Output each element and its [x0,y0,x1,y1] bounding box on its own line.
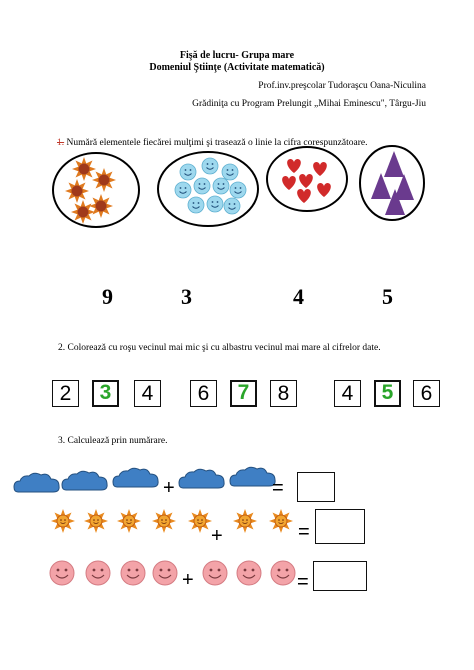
sun-icon [51,509,75,533]
heart-icon [282,176,296,190]
right-neighbor-box[interactable]: 6 [413,380,440,407]
author-line: Prof.inv.preşcolar Tudoraşcu Oana-Niculina [258,81,426,91]
smiley-face-icon [271,561,295,585]
right-neighbor-box[interactable]: 4 [134,380,161,407]
row-3-faces [50,561,295,585]
sun-icon [233,509,257,533]
cloud-icon [230,467,275,486]
smiley-icon [175,182,191,198]
smiley-icon [194,178,210,194]
smiley-icon [224,198,240,214]
heart-icon [317,183,331,197]
equals-sign: = [297,571,309,593]
sun-icon [71,200,95,224]
sun-icon [269,509,293,533]
number-option: 3 [181,284,192,309]
school-line: Grădiniţa cu Program Prelungit „Mihai Eminescu", Târgu-Jiu [192,99,426,109]
number-option: 4 [293,284,304,309]
smiley-face-icon [50,561,74,585]
row-1-clouds [14,467,275,492]
answer-box[interactable] [297,472,335,502]
cloud-icon [14,473,59,492]
exercise1-number: 1. [57,138,65,148]
heart-icon [297,189,311,203]
smiley-icon [230,182,246,198]
given-number-box: 7 [230,380,257,407]
smiley-face-icon [203,561,227,585]
left-neighbor-box[interactable]: 4 [334,380,361,407]
equals-sign: = [298,521,310,543]
number-option: 9 [102,284,113,309]
number-option: 5 [382,284,393,309]
plus-sign: + [163,477,175,499]
sun-icon [84,509,108,533]
triangle-icon [384,151,404,177]
plus-sign: + [182,569,194,591]
exercise3-instruction: 3. Calculează prin numărare. [58,436,168,446]
worksheet-subtitle: Domeniul Ştiinţe (Activitate matematică) [149,62,325,73]
set-1-suns [53,153,139,227]
exercise2-instruction: 2. Colorează cu roşu vecinul mai mic şi cu albastru vecinul mai mare al cifrelor date. [58,343,381,353]
smiley-icon [188,197,204,213]
sun-icon [188,509,212,533]
cloud-icon [62,471,107,490]
row-2-suns [51,509,293,533]
smiley-icon [222,164,238,180]
smiley-face-icon [86,561,110,585]
smiley-face-icon [153,561,177,585]
left-neighbor-box[interactable]: 2 [52,380,79,407]
left-neighbor-box[interactable]: 6 [190,380,217,407]
smiley-icon [207,196,223,212]
smiley-icon [180,164,196,180]
answer-box[interactable] [313,561,367,591]
given-number-box: 3 [92,380,119,407]
smiley-face-icon [237,561,261,585]
heart-icon [287,159,301,173]
heart-icon [299,174,313,188]
smiley-icon [202,158,218,174]
sun-icon [92,168,116,192]
cloud-icon [179,469,224,488]
sun-icon [89,194,113,218]
plus-sign: + [211,525,223,547]
equals-sign: = [272,477,284,499]
given-number-box: 5 [374,380,401,407]
sun-icon [117,509,141,533]
right-neighbor-box[interactable]: 8 [270,380,297,407]
cloud-icon [113,468,158,487]
set-3-hearts [267,147,347,211]
sun-icon [72,157,96,181]
smiley-face-icon [121,561,145,585]
sun-icon [65,179,89,203]
answer-box[interactable] [315,509,365,544]
heart-icon [313,162,327,176]
smiley-icon [213,178,229,194]
set-2-smileys [158,152,258,226]
exercise1-text: Numără elementele fiecărei mulţimi şi trasează o linie la cifra corespunzătoare. [66,138,368,148]
set-4-triangles [360,146,424,220]
worksheet-title: Fişă de lucru- Grupa mare [179,50,295,61]
sun-icon [152,509,176,533]
